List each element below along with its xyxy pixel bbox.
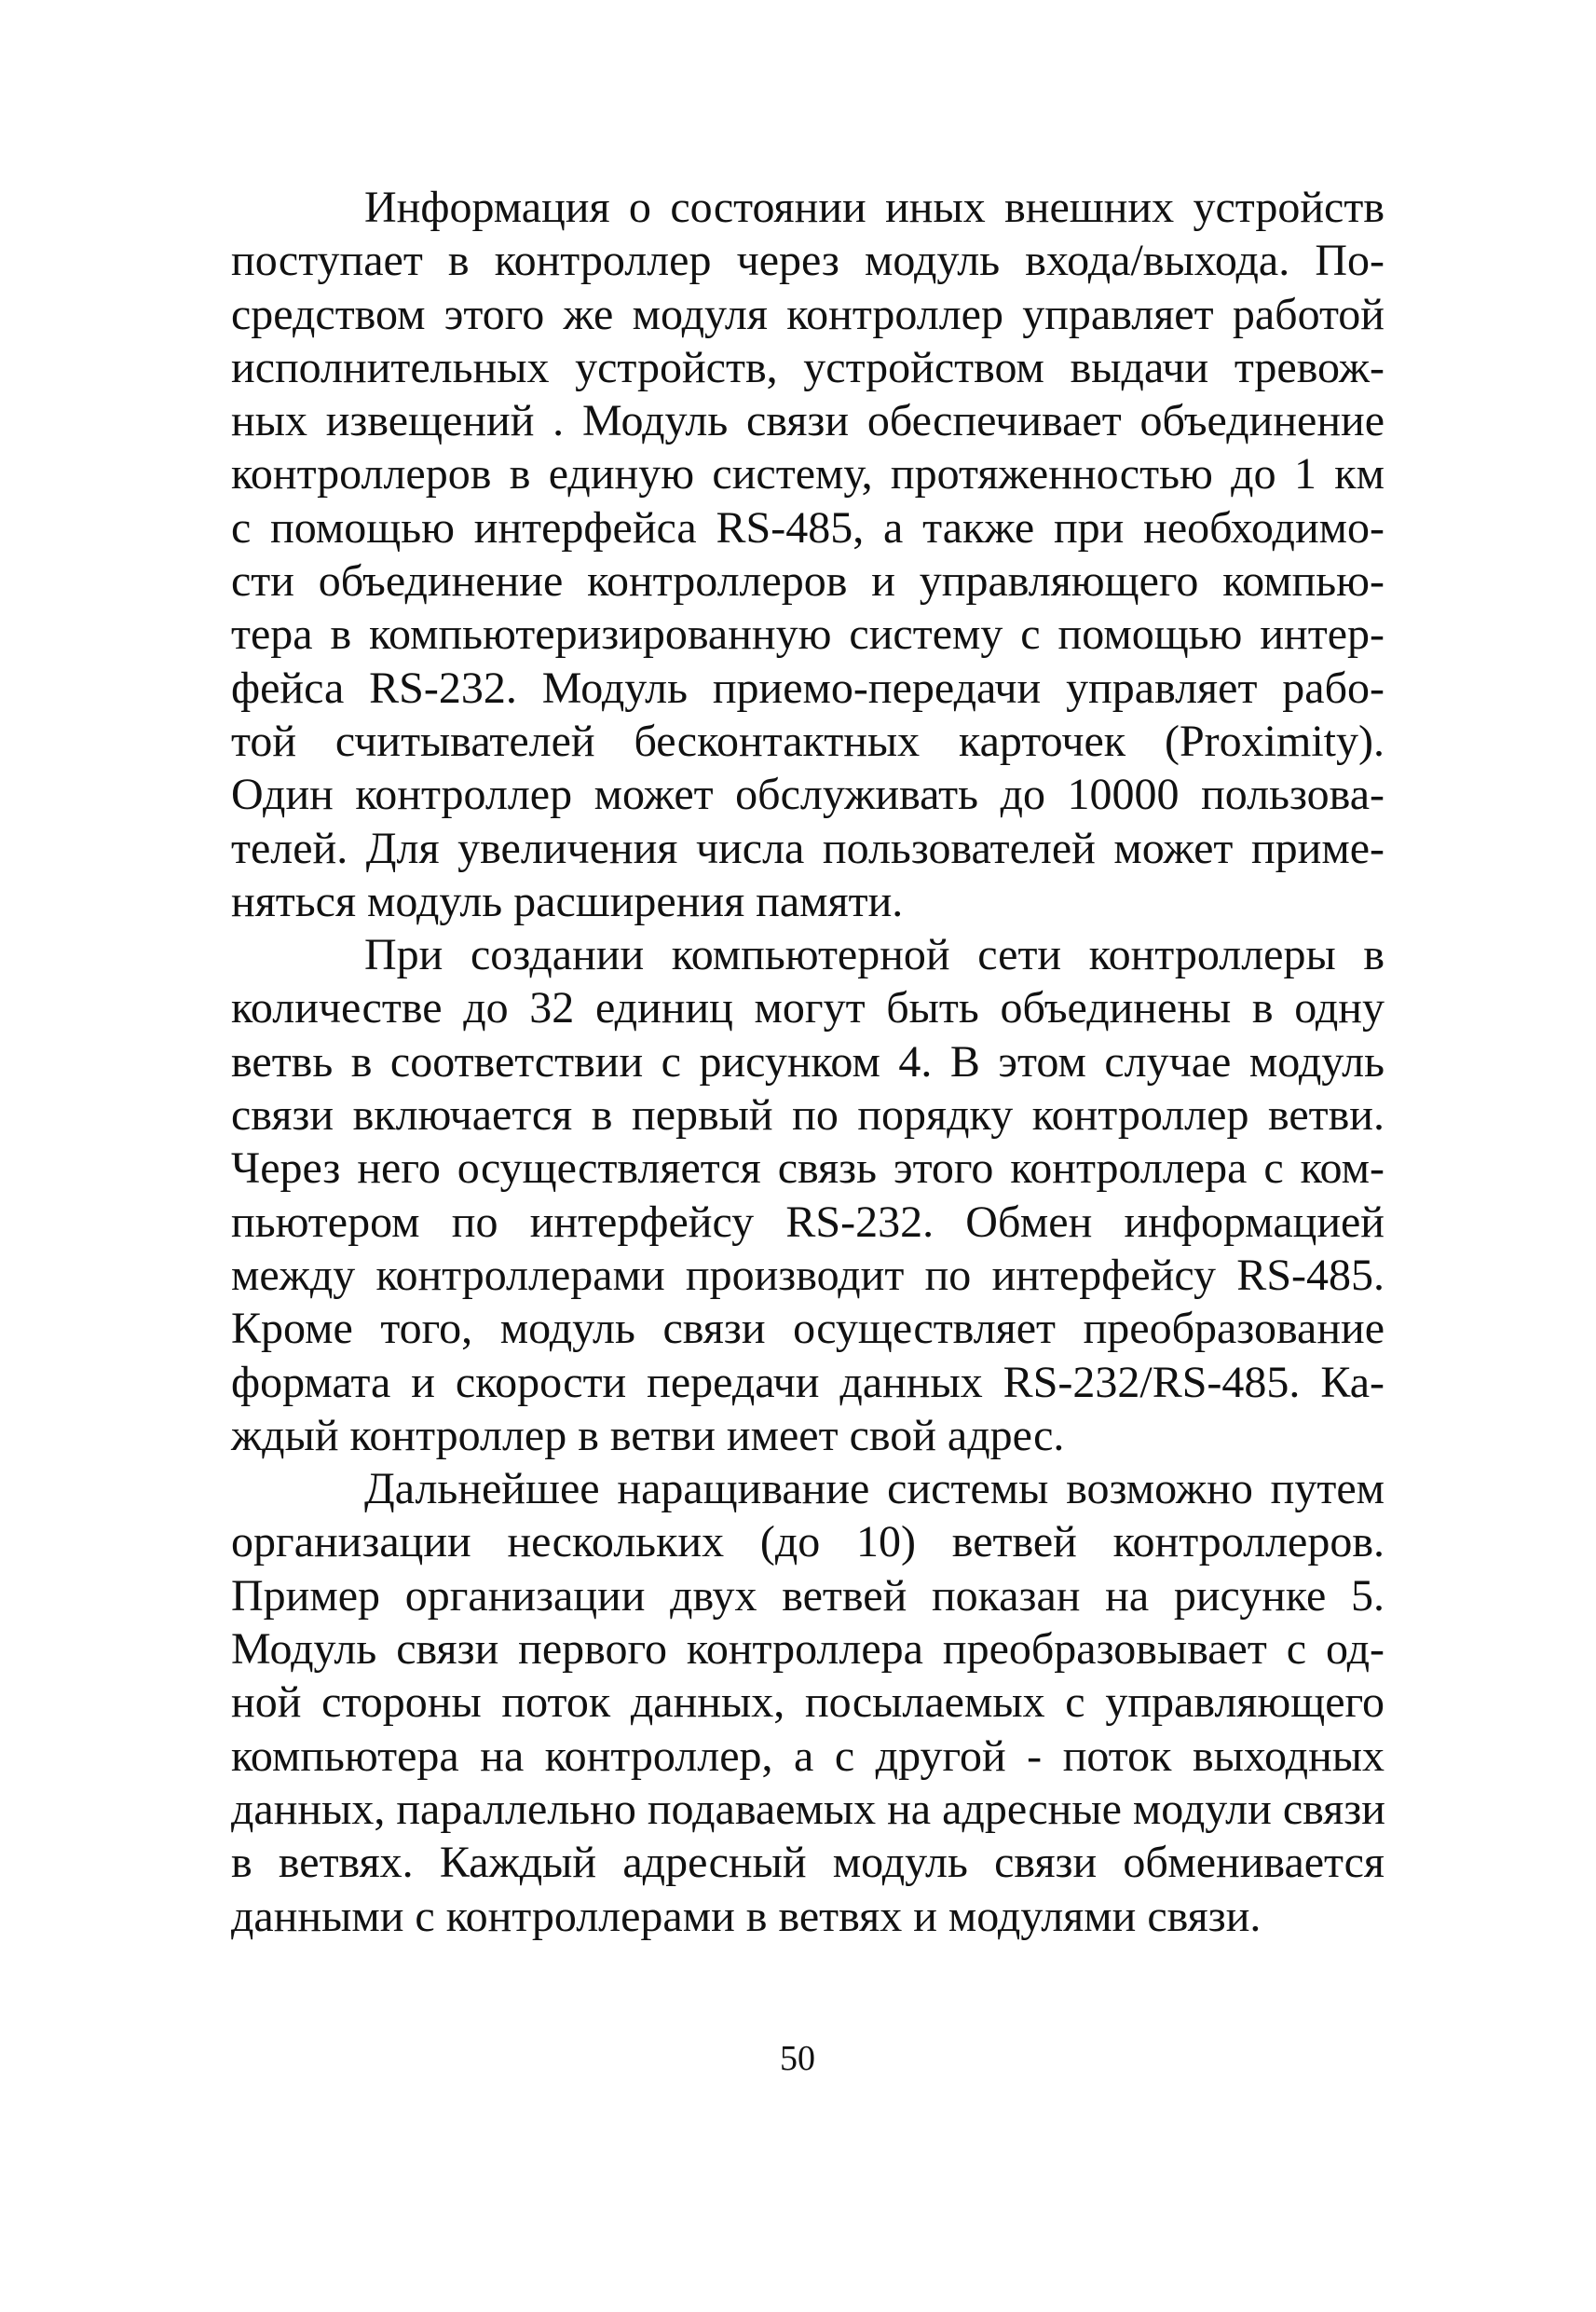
text-line: Информация о состоянии иных внешних устройств (364, 183, 1385, 232)
text-line: компьютера на контроллер, а с другой - поток выходных (231, 1731, 1385, 1781)
text-line: Через него осуществляется связь этого контроллера с ком- (231, 1143, 1385, 1194)
body-text (231, 181, 1385, 1943)
text-line: организации нескольких (до 10) ветвей контроллеров. (231, 1517, 1385, 1567)
text-line: Пример организации двух ветвей показан на рисунке 5. (231, 1570, 1385, 1621)
text-line: фейса RS-232. Модуль приемо-передачи управляет рабо- (231, 663, 1385, 713)
text-line: поступает в контроллер через модуль входа/выхода. По- (231, 236, 1385, 286)
text-line: Один контроллер может обслуживать до 10000 пользова- (231, 770, 1385, 820)
text-line: в ветвях. Каждый адресный модуль связи обменивается (231, 1838, 1385, 1888)
text-line: няться модуль расширения памяти. (231, 876, 904, 926)
page-number: 50 (780, 2039, 815, 2078)
text-line: данных, параллельно подаваемых на адресные модули связи (231, 1784, 1385, 1834)
text-line: той считывателей бесконтактных карточек (Proximity). (231, 716, 1385, 766)
text-line: исполнительных устройств, устройством выдачи тревож- (231, 342, 1385, 392)
text-line: средством этого же модуля контроллер управляет работой (231, 289, 1385, 339)
text-line: ждый контроллер в ветви имеет свой адрес. (231, 1410, 1065, 1460)
text-line: Дальнейшее наращивание системы возможно путем (364, 1464, 1385, 1514)
paragraph (231, 181, 1385, 928)
text-line: ной стороны поток данных, посылаемых с управляющего (231, 1677, 1385, 1728)
text-line: Кроме того, модуль связи осуществляет преобразование (231, 1304, 1385, 1354)
text-line: пьютером по интерфейсу RS-232. Обмен информацией (231, 1197, 1385, 1247)
text-line: количестве до 32 единиц могут быть объединены в одну (231, 983, 1385, 1033)
text-line: формата и скорости передачи данных RS-232/RS-485. Ка- (231, 1357, 1385, 1407)
paragraph (231, 928, 1385, 1462)
text-line: ветвь в соответствии с рисунком 4. В этом случае модуль (231, 1036, 1385, 1087)
paragraph (231, 1462, 1385, 1943)
text-line: При создании компьютерной сети контроллеры в (364, 930, 1385, 980)
text-line: связи включается в первый по порядку контроллер ветви. (231, 1090, 1385, 1141)
text-line: с помощью интерфейса RS-485, а также при необходимо- (231, 502, 1385, 553)
text-line: сти объединение контроллеров и управляющего компью- (231, 556, 1385, 607)
text-line: тера в компьютеризированную систему с помощью интер- (231, 609, 1385, 660)
text-line: Модуль связи первого контроллера преобразовывает с од- (231, 1624, 1385, 1675)
text-line: между контроллерами производит по интерфейсу RS-485. (231, 1250, 1385, 1300)
text-line: данными с контроллерами в ветвях и модулями связи. (231, 1891, 1262, 1941)
text-line: контроллеров в единую систему, протяженностью до 1 км (231, 449, 1385, 499)
text-line: ных извещений . Модуль связи обеспечивает объединение (231, 396, 1385, 446)
text-line: телей. Для увеличения числа пользователей может приме- (231, 823, 1385, 873)
